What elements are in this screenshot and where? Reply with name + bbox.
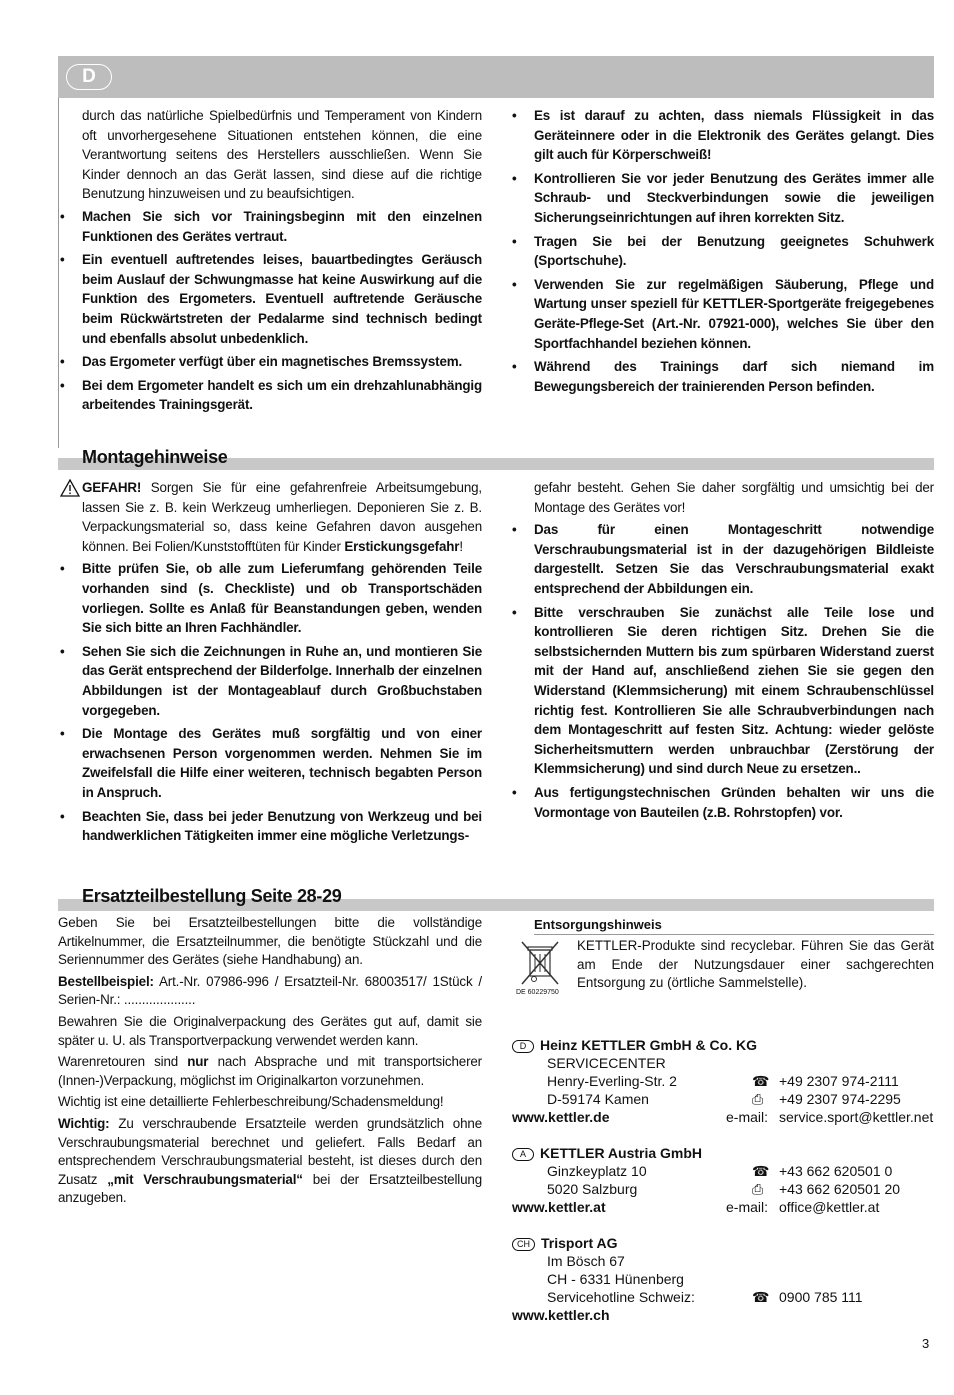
address-line: CH - 6331 Hünenberg [547, 1271, 684, 1287]
text-run: Bitte verschrauben Sie zunächst alle Teile lose und kontrollieren Sie deren richtigen Sitz. Drehen Sie die selbstsichernden Muttern bis zum spürbaren Widerstand zuerst mit der Hand auf, [534, 604, 934, 679]
fax-number: +49 2307 974-2295 [779, 1091, 901, 1107]
gefahr-label: GEFAHR! [82, 480, 142, 495]
email-label: e-mail: [726, 1109, 769, 1125]
country-code: A [512, 1148, 534, 1161]
page-number: 3 [922, 1336, 930, 1351]
gefahr-paragraph [58, 478, 482, 556]
text-run-bold: „mit Verschraubungsmaterial“ [107, 1171, 303, 1187]
ersatz-p4 [58, 1053, 482, 1090]
ersatz-p3: Bewahren Sie die Originalverpackung des Gerätes gut auf, damit sie später u. U. als Transportverpackung verwendet werden kann. [58, 1013, 482, 1048]
email-link[interactable]: office@kettler.at [779, 1199, 880, 1215]
address-line: SERVICECENTER [547, 1055, 666, 1071]
warning-triangle-icon [60, 479, 80, 497]
top-right-list [510, 106, 934, 396]
phone-icon: ☎ [752, 1289, 770, 1305]
ersatz-p1: Geben Sie bei Ersatzteilbestellungen bitte die vollständige Artikelnummer, die Ersatzteilnummer, die benötigte Stückzahl und die Seriennummer des Gerätes (siehe Handhabung) an. [58, 915, 482, 968]
fax-icon: ⎙ [752, 1091, 764, 1107]
website-link[interactable]: www.kettler.ch [512, 1307, 610, 1323]
website-link[interactable]: www.kettler.de [512, 1109, 610, 1125]
address-line: Im Bösch 67 [547, 1253, 625, 1269]
phone-number: +43 662 620501 0 [779, 1163, 893, 1179]
montage-title: Montagehinweise [82, 447, 228, 467]
list-item: • Kontrollieren Sie vor jeder Benutzung des Gerätes immer alle Schraub- und Steckverbindungen sowie die jeweiligen Sicherungseinrichtungen auf ihren korrekten Sitz. [510, 169, 934, 228]
company-name: Trisport AG [541, 1235, 618, 1251]
list-item: • Tragen Sie bei der Benutzung geeignetes Schuhwerk (Sportschuhe). [510, 232, 934, 271]
ersatz-p6 [58, 1115, 482, 1208]
text-run: Zu verschraubende Ersatzteile werden grundsätzlich ohne Verschraubungsmaterial berechnet und geliefert. Falls Bedarf an entsprechendem Verschraubungsmaterial besteht, ist dieses durch den Zusatz [58, 1115, 482, 1187]
list-item: • Bitte prüfen Sie, ob alle zum Lieferumfang gehörenden Teile vorhanden sind (s. Checkliste) und ob Transportschäden vorliegen. Sollte es Anlaß für Beanstandungen geben, wenden Sie sich bitte an Ihren Fachhändler. [58, 559, 482, 637]
address-austria [512, 1144, 934, 1216]
list-item: • Das Ergometer verfügt über ein magnetisches Bremssystem. [58, 352, 482, 372]
website-link[interactable]: www.kettler.at [512, 1199, 606, 1215]
address-line: 5020 Salzburg [547, 1181, 638, 1197]
montage-left-column [58, 478, 482, 850]
list-item: • Während des Trainings darf sich niemand im Bewegungsbereich der trainierenden Person befinden. [510, 357, 934, 396]
top-right-column [510, 106, 934, 400]
montage-right-column [510, 478, 934, 826]
disposal-text: KETTLER-Produkte sind recyclebar. Führen Sie das Gerät am Ende der Nutzungsdauer einer sachgerechten Entsorgung zu (örtliche Sammelstelle). [577, 938, 934, 991]
fax-number: +43 662 620501 20 [779, 1181, 901, 1197]
address-line: Henry-Everling-Str. 2 [547, 1073, 677, 1089]
text-run: nach Absprache und mit transportsicherer (Innen-)Verpackung, möglichst im Originalkarton vorzunehmen. [58, 1054, 482, 1088]
montage-left-list [58, 559, 482, 845]
text-run: : wieder gelöste Sicherheitsmuttern werden unbrauchbar (Zerstörung der Klemmsicherung) und sind durch Neue zu ersetzen.. [534, 722, 934, 777]
text-run: Kontrollieren Sie alle Schraubverbindungen nach dem Montageschritt auf festen Sitz. [534, 702, 934, 738]
list-item: • Beachten Sie, dass bei jeder Benutzung von Werkzeug und bei handwerklichen Tätigkeiten immer eine mögliche Verletzungs- [58, 807, 482, 846]
phone-icon: ☎ [752, 1073, 770, 1089]
gefahr-end: ! [459, 538, 463, 554]
text-run-bold: nur [187, 1054, 209, 1070]
text-run-bold: anschließend ziehen Sie sie gegen den Widerstand (Klemmsicherung) mit einem Schraubenschlüssel richtig fest. [534, 663, 934, 718]
example-text: Art.-Nr. 07986-996 / Ersatzteil-Nr. 68003517/ 1Stück / Serien-Nr.: .................... [58, 973, 482, 1008]
montage-right-list [510, 520, 934, 822]
hotline-label: Servicehotline Schweiz: [547, 1289, 695, 1305]
crossed-bin-icon [518, 940, 562, 986]
list-item: • Die Montage des Gerätes muß sorgfältig und von einer erwachsenen Person vorgenommen werden. Nehmen Sie im Zweifelsfall die Hilfe einer weiteren, technisch begabten Person in Anspruch. [58, 724, 482, 802]
list-item: • Aus fertigungstechnischen Gründen behalten wir uns die Vormontage von Bauteilen (z.B. Rohrstopfen) vor. [510, 783, 934, 822]
phone-icon: ☎ [752, 1163, 770, 1179]
list-item: • Es ist darauf zu achten, dass niemals Flüssigkeit in das Geräteinnere oder in die Elektronik des Gerätes gelangt. Dies gilt auch für Körperschweiß! [510, 106, 934, 165]
gefahr-text: Sorgen Sie für eine gefahrenfreie Arbeitsumgebung, lassen Sie z. B. kein Werkzeug umherliegen. Deponieren Sie z. B. Verpackungsmaterial so, dass keine Gefahren davon ausgehen können. Bei Folien/Kunststofftüten für Kinder [82, 480, 482, 554]
phone-number: 0900 785 111 [779, 1289, 863, 1305]
ersatz-title: Ersatzteilbestellung Seite 28-29 [82, 886, 342, 906]
list-item: • Ein eventuell auftretendes leises, bauartbedingtes Geräusch beim Auslauf der Schwungmasse hat keine Auswirkung auf die Funktion des Ergometers. Eventuell auftretende Geräusche beim Rückwärtstreten der Pedalarme sind technisch bedingt und ebenfalls absolut unbedenklich. [58, 250, 482, 348]
header-bar [58, 56, 934, 98]
intro-paragraph: durch das natürliche Spielbedürfnis und Temperament von Kindern oft unvorhergesehene Situationen entstehen können, die eine Verantwortung seitens des Herstellers ausschließen. Wenn Sie Kinder dennoch an das Gerät lassen, sind diese auf die richtige Benutzung hinzuweisen und zu beaufsichtigen. [82, 108, 482, 202]
list-item [510, 603, 934, 779]
text-run-bold: Achtung [774, 722, 829, 738]
text-run: Warenretouren sind [58, 1054, 188, 1070]
list-item: • Bei dem Ergometer handelt es sich um ein drehzahlunabhängig arbeitendes Trainingsgerät. [58, 376, 482, 415]
address-germany [512, 1036, 934, 1126]
text-run-bold: Wichtig: [58, 1115, 110, 1131]
disposal-code: DE 60229750 [516, 989, 559, 996]
email-link[interactable]: service.sport@kettler.net [779, 1109, 934, 1125]
ersatz-p5: Wichtig ist eine detaillierte Fehlerbeschreibung/Schadensmeldung! [58, 1094, 444, 1110]
list-item: • Das für einen Montageschritt notwendige Verschraubungsmaterial ist in der dazugehörigen Bildleiste dargestellt. Setzen Sie das Verschraubungsmaterial exakt entsprechend der Abbildungen ein. [510, 520, 934, 598]
address-switzerland [512, 1234, 934, 1324]
top-left-list [58, 207, 482, 415]
list-item: • Verwenden Sie zur regelmäßigen Säuberung, Pflege und Wartung unser speziell für KETTLER-Sportgeräte freigegebenes Geräte-Pflege-Set (Art.-Nr. 07921-000), welches Sie über den Sportfachhandel beziehen können. [510, 275, 934, 353]
language-badge: D [66, 64, 112, 90]
company-name: KETTLER Austria GmbH [540, 1145, 703, 1161]
country-code: CH [512, 1238, 535, 1251]
gefahr-bold-end: Erstickungsgefahr [344, 538, 460, 554]
top-left-column [58, 106, 482, 419]
country-code: D [512, 1040, 534, 1053]
text-run: bei der Ersatzteilbestellung anzugeben. [58, 1171, 482, 1206]
list-item: • Machen Sie sich vor Trainingsbeginn mit den einzelnen Funktionen des Gerätes vertraut. [58, 207, 482, 246]
disposal-title: Entsorgungshinweis [534, 916, 934, 935]
ersatz-column [58, 914, 482, 1211]
example-label: Bestellbeispiel: [58, 973, 154, 989]
list-item: • Sehen Sie sich die Zeichnungen in Ruhe an, und montieren Sie das Gerät entsprechend der Bilderfolge. Innerhalb der einzelnen Abbildungen ist der Montageablauf durch Großbuchstaben vorgegeben. [58, 642, 482, 720]
email-label: e-mail: [726, 1199, 769, 1215]
address-line: D-59174 Kamen [547, 1091, 649, 1107]
address-line: Ginzkeyplatz 10 [547, 1163, 647, 1179]
phone-number: +49 2307 974-2111 [779, 1073, 899, 1089]
fax-icon: ⎙ [752, 1181, 764, 1197]
ersatz-example [58, 973, 482, 1010]
company-name: Heinz KETTLER GmbH & Co. KG [540, 1037, 757, 1053]
montage-right-paragraph: gefahr besteht. Gehen Sie daher sorgfältig und umsichtig bei der Montage des Gerätes vor! [534, 480, 934, 515]
